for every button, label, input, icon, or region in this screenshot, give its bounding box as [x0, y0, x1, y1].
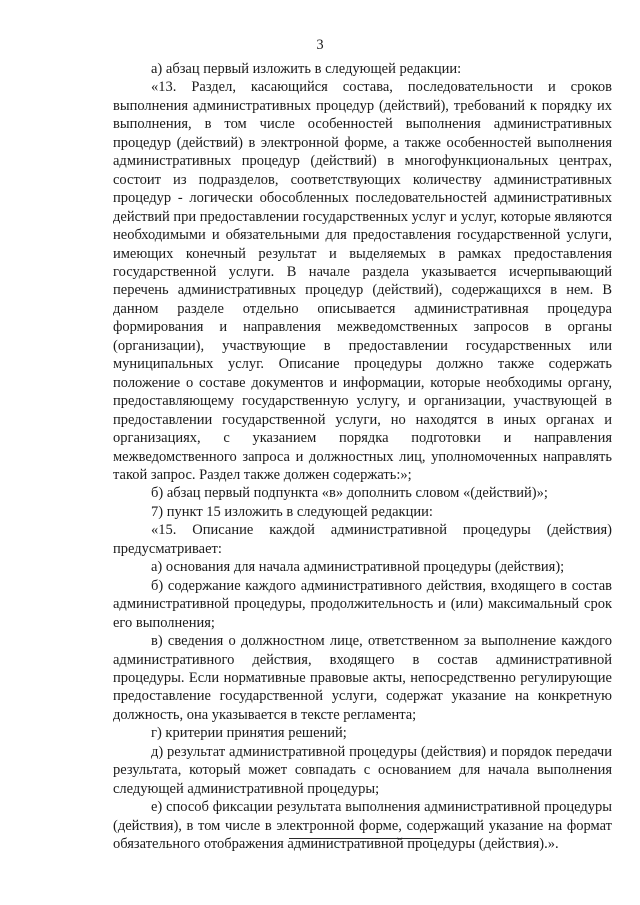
paragraph-clause-15: «15. Описание каждой административной процедуры (действия) предусматривает:: [113, 522, 612, 557]
paragraph-amendment-a: а) абзац первый изложить в следующей редакции:: [151, 61, 462, 77]
document-body: [113, 60, 612, 853]
paragraph-clause-15-d: г) критерии принятия решений;: [151, 725, 347, 742]
paragraph-amendment-b: б) абзац первый подпункта «в» дополнить словом «(действий)»;: [151, 485, 548, 502]
paragraph-clause-13: «13. Раздел, касающийся состава, последовательности и сроков выполнения административных процедур (действий), требований к порядку их выполнения, в том числе особенностей выполнения административных процедур (действий) в электронной форме, а также особенностей выполнения административных процедур (действий) в многофункциональных центрах, состоит из подразделов, соответствующих количеству административных процедур - логически обособленных последовательностей административных действий при предоставлении государственных услуг и услуг, которые являются необходимыми и обязательными для предоставления государственной услуги, имеющих конечный результат и выделяемых в рамках предоставления государственной услуги. В начале раздела указывается исчерпывающий перечень административных процедур (действий), содержащихся в нем. В данном разделе отдельно описывается административная процедура формирования и направления межведомственных запросов в органы (организации), участвующие в предоставлении государственных или муниципальных услуг. Описание процедуры должно также содержать положение о составе документов и информации, которые необходимы органу, предоставляющему государственную услугу, и организации, участвующей в предоставлении государственной услуги, но находятся в иных органах и организациях, с указанием порядка подготовки и направления межведомственного запроса и должностных лиц, уполномоченных направлять такой запрос. Раздел также должен содержать:»;: [113, 79, 612, 483]
paragraph-clause-15-f: е) способ фиксации результата выполнения административной процедуры (действия), в том числе в электронной форме, содержащий указание на формат обязательного отображения административной процедуры (действия).».: [113, 799, 612, 853]
paragraph-item-7: 7) пункт 15 изложить в следующей редакции:: [151, 503, 433, 520]
page-number: 3: [316, 37, 324, 53]
paragraph-clause-15-a: а) основания для начала административной процедуры (действия);: [151, 559, 565, 576]
footer-divider: [289, 838, 433, 839]
paragraph-clause-15-e: д) результат административной процедуры (действия) и порядок передачи результата, который может совпадать с основанием для начала выполнения следующей административной процедуры;: [113, 743, 612, 797]
paragraph-clause-15-c: в) сведения о должностном лице, ответственном за выполнение каждого административного действия, входящего в состав административной процедуры. Если нормативные правовые акты, непосредственно регулирующие предоставление государственной услуги, содержат указание на конкретную должность, она указывается в тексте регламента;: [113, 633, 612, 723]
paragraph-clause-15-b: б) содержание каждого административного действия, входящего в состав административной процедуры, продолжительность и (или) максимальный срок его выполнения;: [113, 577, 612, 631]
